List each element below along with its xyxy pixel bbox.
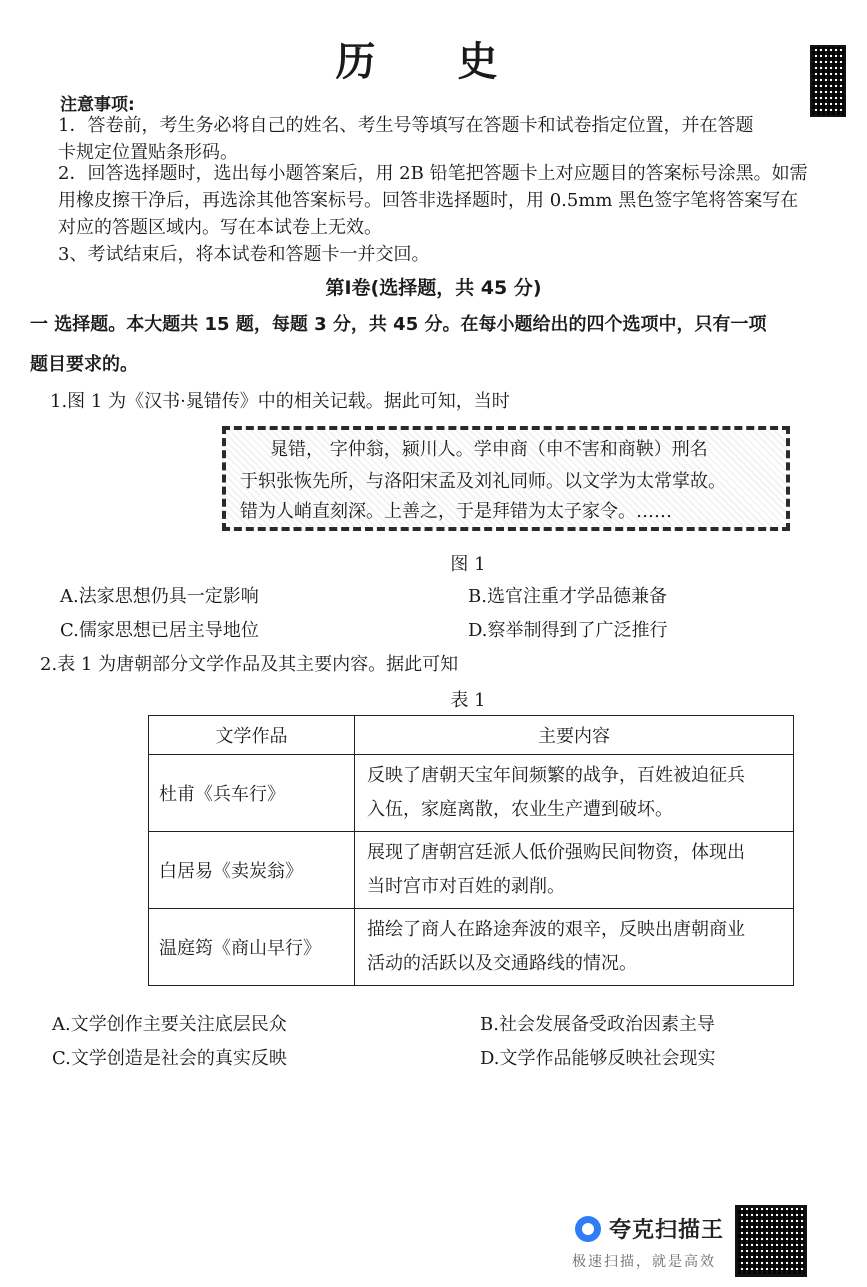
figure-caption: 图 1 <box>450 554 486 575</box>
table-caption: 表 1 <box>450 690 486 711</box>
table-row <box>149 909 794 986</box>
table-cell-content-line: 展现了唐朝宫廷派人低价强购民间物资，体现出 <box>367 842 745 863</box>
notice-line: 1．答卷前，考生务必将自己的姓名、考生号等填写在答题卡和试卷指定位置，并在答题 <box>58 115 754 136</box>
qr-code-icon <box>810 45 846 117</box>
q2-option-a[interactable]: A.文学创作主要关注底层民众 <box>52 1014 287 1035</box>
quote-box <box>222 426 790 531</box>
quote-line: 于轵张恢先所，与洛阳宋孟及刘礼同师。以文学为太常掌故。 <box>240 471 726 492</box>
brand-slogan: 极速扫描，就是高效 <box>572 1254 716 1270</box>
q1-option-d[interactable]: D.察举制得到了广泛推行 <box>468 620 668 641</box>
notice-heading: 注意事项: <box>60 95 135 115</box>
part-instructions-cont: 题目要求的。 <box>30 354 138 375</box>
quote-line: 晁错， 字仲翁，颍川人。学申商（申不害和商鞅）刑名 <box>270 439 708 460</box>
page-title: 历 史 <box>335 39 532 85</box>
notice-line: 对应的答题区域内。写在本试卷上无效。 <box>58 217 382 238</box>
brand-name: 夸克扫描王 <box>609 1218 725 1243</box>
notice-line: 卡规定位置贴条形码。 <box>58 142 238 163</box>
notice-line: 2．回答选择题时，选出每小题答案后，用 2B 铅笔把答题卡上对应题目的答案标号涂黑。如需 <box>58 163 808 184</box>
table-cell-work: 杜甫《兵车行》 <box>149 755 355 832</box>
quote-line: 错为人峭直刻深。上善之，于是拜错为太子家令。…… <box>240 501 672 522</box>
q1-option-c[interactable]: C.儒家思想已居主导地位 <box>60 620 259 641</box>
table-cell-content-line: 当时宫市对百姓的剥削。 <box>367 876 565 897</box>
part-instructions: 一 选择题。本大题共 15 题，每题 3 分，共 45 分。在每小题给出的四个选项中，只有一项 <box>30 314 767 335</box>
quark-logo-icon <box>575 1216 601 1242</box>
notice-line: 3、考试结束后，将本试卷和答题卡一并交回。 <box>58 244 430 265</box>
q2-option-b[interactable]: B.社会发展备受政治因素主导 <box>480 1014 715 1035</box>
question-1-stem: 1.图 1 为《汉书·晁错传》中的相关记载。据此可知，当时 <box>50 391 510 412</box>
question-2-stem: 2.表 1 为唐朝部分文学作品及其主要内容。据此可知 <box>40 654 459 675</box>
q1-option-b[interactable]: B.选官注重才学品德兼备 <box>468 586 667 607</box>
table-cell-work: 温庭筠《商山早行》 <box>149 909 355 986</box>
table-cell-content <box>355 755 794 832</box>
works-table <box>148 715 794 986</box>
table-row <box>149 755 794 832</box>
notice-line: 用橡皮擦干净后，再选涂其他答案标号。回答非选择题时，用 0.5mm 黑色签字笔将答案写在 <box>58 190 799 211</box>
table-header-row <box>149 716 794 755</box>
table-cell-content-line: 活动的活跃以及交通路线的情况。 <box>367 953 637 974</box>
q2-option-c[interactable]: C.文学创造是社会的真实反映 <box>52 1048 287 1069</box>
table-row <box>149 832 794 909</box>
scanner-brand <box>575 1213 724 1244</box>
table-header-content: 主要内容 <box>355 716 794 755</box>
table-header-work: 文学作品 <box>149 716 355 755</box>
table-cell-work: 白居易《卖炭翁》 <box>149 832 355 909</box>
table-cell-content-line: 反映了唐朝天宝年间频繁的战争，百姓被迫征兵 <box>367 765 745 786</box>
table-cell-content <box>355 832 794 909</box>
section-heading: 第Ⅰ卷(选择题，共 45 分) <box>325 277 542 299</box>
q2-option-d[interactable]: D.文学作品能够反映社会现实 <box>480 1048 716 1069</box>
qr-code-icon <box>735 1205 807 1277</box>
table-cell-content <box>355 909 794 986</box>
table-cell-content-line: 入伍，家庭离散，农业生产遭到破坏。 <box>367 799 673 820</box>
q1-option-a[interactable]: A.法家思想仍具一定影响 <box>60 586 259 607</box>
table-cell-content-line: 描绘了商人在路途奔波的艰辛，反映出唐朝商业 <box>367 919 745 940</box>
